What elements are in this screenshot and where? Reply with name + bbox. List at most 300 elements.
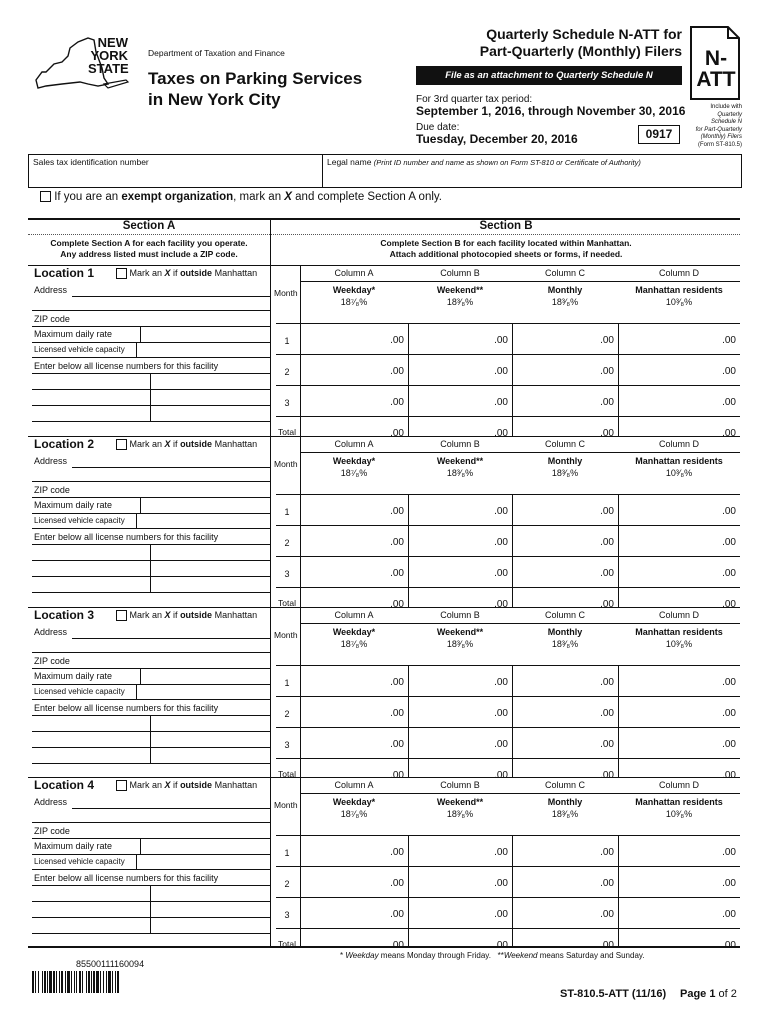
mark-mid: if [170,439,181,449]
amount-field[interactable]: .00 [494,428,508,439]
month-label: Month [274,800,298,810]
amount-field[interactable]: .00 [600,397,614,408]
amount-field[interactable]: .00 [494,366,508,377]
column-rate-percent: 18³⁄₈% [446,639,474,649]
license-label: Enter below all license numbers for this facility [34,361,219,371]
barcode-bar [108,971,111,993]
amount-field[interactable]: .00 [722,599,736,610]
license-grid-divider [150,885,151,933]
month-row-rule [276,696,740,697]
location-label: Location 4 [34,778,95,792]
column-rate-percent: 18⁷⁄₈% [340,809,368,819]
footnote-weekend-text: means Saturday and Sunday. [537,951,645,960]
barcode-bar [100,971,101,993]
amount-field[interactable]: .00 [390,739,404,750]
section-a-instructions [28,238,270,260]
mark-x: X [164,780,171,790]
month-number: 1 [284,678,290,688]
amount-field[interactable]: .00 [722,878,736,889]
amount-field[interactable]: .00 [600,739,614,750]
schedule-title-line2: Part-Quarterly (Monthly) Filers [479,43,682,59]
exempt-checkbox[interactable] [40,191,51,202]
max-rate-label: Maximum daily rate [34,671,113,681]
badge-line2: ATT [696,68,736,91]
month-row-rule [276,758,740,759]
mark-bold: outside [180,780,213,790]
note-line: Include with [710,104,742,110]
location-label: Location 1 [34,266,95,280]
column-rate-percent: 18⁷⁄₈% [340,639,368,649]
max-rate-label: Maximum daily rate [34,329,113,339]
n-att-badge [692,48,740,90]
capacity-field[interactable] [32,357,270,358]
amount-field[interactable]: .00 [390,677,404,688]
capacity-label: Licensed vehicle capacity [34,345,125,354]
zip-label: ZIP code [34,485,70,495]
barcode-bar [86,971,87,993]
amount-field[interactable]: .00 [600,428,614,439]
outside-manhattan-checkbox[interactable] [116,268,127,279]
license-grid-rule [32,560,270,561]
mark-prefix: Mark an [129,268,165,278]
barcode-number: 85500111160094 [76,959,145,969]
barcode-bar [82,971,83,993]
mark-mid: if [170,780,181,790]
exempt-mark: X [284,191,292,203]
attachment-banner: File as an attachment to Quarterly Schedule N [416,66,682,85]
schedule-title [420,26,682,60]
address-label: Address [34,627,68,637]
amount-field[interactable]: .00 [390,428,404,439]
capacity-field[interactable] [32,869,270,870]
location-top-rule [28,265,740,266]
section-title-rule [28,234,740,235]
barcode-bar [76,971,77,993]
month-row-rule [276,665,740,666]
location-block [28,777,740,951]
amount-field[interactable]: .00 [390,537,404,548]
column-header: Column A [334,780,374,790]
max-rate-divider [140,668,141,684]
logo-line-state: STATE [88,61,129,76]
amount-field[interactable]: .00 [722,909,736,920]
column-header: Column B [440,439,480,449]
legal-name-note: (Print ID number and name as shown on Form ST-810 or Certificate of Authority) [373,158,641,167]
address-label: Address [34,797,68,807]
table-bottom-rule [28,946,740,948]
location-label: Location 3 [34,608,95,622]
amount-field[interactable]: .00 [390,568,404,579]
outside-manhattan-checkbox[interactable] [116,439,127,450]
max-rate-divider [140,497,141,513]
exempt-organization-line [40,191,442,203]
license-grid-rule [32,731,270,732]
column-header: Column B [440,610,480,620]
barcode-bar [56,971,57,993]
amount-field[interactable]: .00 [390,366,404,377]
month-row-rule [276,897,740,898]
amount-field[interactable]: .00 [600,909,614,920]
max-rate-divider [140,838,141,854]
column-rate-percent: 10³⁄₈% [665,297,693,307]
month-number: 1 [284,848,290,858]
column-header-rule [300,452,740,453]
month-number: 2 [284,709,290,719]
amount-field[interactable]: .00 [390,847,404,858]
month-label: Month [274,459,298,469]
mark-bold: outside [180,610,213,620]
capacity-divider [136,513,137,528]
barcode-bar [106,971,107,993]
amount-field[interactable]: .00 [390,940,404,951]
amount-field[interactable]: .00 [722,708,736,719]
page-number [680,988,737,1000]
column-header: Column A [334,439,374,449]
month-row-rule [276,835,740,836]
amount-field[interactable]: .00 [390,909,404,920]
license-grid-divider [150,544,151,592]
address-line-2[interactable] [32,481,270,482]
column-header-rule [300,793,740,794]
zip-label: ZIP code [34,826,70,836]
amount-field[interactable]: .00 [390,506,404,517]
amount-field[interactable]: .00 [722,568,736,579]
barcode-bar [35,971,36,993]
month-label: Month [274,630,298,640]
zip-field[interactable] [32,497,270,498]
total-label: Total [278,598,296,608]
amount-field[interactable]: .00 [600,847,614,858]
capacity-divider [136,684,137,699]
column-rate-label: Weekend** [436,285,484,295]
amount-field[interactable]: .00 [494,506,508,517]
column-rate-percent: 18³⁄₈% [446,297,474,307]
note-line: for Part-Quarterly [695,126,742,133]
column-rate-percent: 10³⁄₈% [665,468,693,478]
month-row-rule [276,416,740,417]
due-date: Tuesday, December 20, 2016 [416,132,578,146]
address-line[interactable] [72,808,270,809]
column-header: Column B [440,268,480,278]
address-line[interactable] [72,467,270,468]
amount-field[interactable]: .00 [390,599,404,610]
section-b-instr-2: Attach additional photocopied sheets or forms, if needed. [389,249,623,259]
form-title-line1: Taxes on Parking Services [148,69,363,88]
column-rate-label: Monthly [547,627,583,637]
amount-field[interactable]: .00 [494,847,508,858]
month-number: 3 [284,398,290,408]
zip-field[interactable] [32,326,270,327]
page-num: 1 [709,988,716,1000]
capacity-label: Licensed vehicle capacity [34,516,125,525]
amount-field[interactable]: .00 [494,770,508,781]
mark-mid: if [170,610,181,620]
column-rate-label: Weekend** [436,797,484,807]
amount-field[interactable]: .00 [494,708,508,719]
amount-field[interactable]: .00 [722,506,736,517]
column-rate-label: Monthly [547,797,583,807]
amount-field[interactable]: .00 [722,940,736,951]
sales-tax-id-field[interactable]: Sales tax identification number [33,157,149,167]
month-row-rule [276,727,740,728]
column-rate-percent: 18³⁄₈% [446,809,474,819]
month-number: 3 [284,910,290,920]
legal-name-field[interactable] [327,157,641,167]
logo-line-york: YORK [90,48,128,63]
month-number: 2 [284,879,290,889]
tax-period: September 1, 2016, through November 30, 2016 [416,104,686,118]
exempt-bold: exempt organization [121,191,234,203]
amount-field[interactable]: .00 [722,847,736,858]
location-top-rule [28,436,740,437]
column-rate-percent: 10³⁄₈% [665,639,693,649]
amount-field[interactable]: .00 [494,335,508,346]
page-mid: of [715,988,731,1000]
amount-field[interactable]: .00 [390,878,404,889]
exempt-suffix: and complete Section A only. [291,191,442,203]
amount-field[interactable]: .00 [600,677,614,688]
column-rate-percent: 18⁷⁄₈% [340,468,368,478]
month-row-rule [276,587,740,588]
license-grid-rule [32,421,270,422]
barcode-bar [47,971,48,993]
footnote-weekday-text: means Monday through Friday. [378,951,491,960]
amount-field[interactable]: .00 [494,940,508,951]
column-header: Column C [544,268,585,278]
mark-suffix: Manhattan [212,439,258,449]
license-label: Enter below all license numbers for this facility [34,532,219,542]
amount-field[interactable]: .00 [722,677,736,688]
mark-suffix: Manhattan [212,610,258,620]
address-line[interactable] [72,296,270,297]
outside-manhattan-checkbox[interactable] [116,610,127,621]
amount-field[interactable]: .00 [390,335,404,346]
barcode-bar [117,971,119,993]
column-header: Column C [544,780,585,790]
amount-field[interactable]: .00 [600,537,614,548]
address-label: Address [34,456,68,466]
amount-field[interactable]: .00 [390,397,404,408]
capacity-field[interactable] [32,699,270,700]
column-rate-label: Manhattan residents [635,285,723,295]
capacity-divider [136,854,137,869]
mark-suffix: Manhattan [212,268,258,278]
include-with-note [686,104,742,149]
column-header: Column D [658,610,699,620]
footnote-star1: * [340,951,344,960]
mark-mid: if [170,268,181,278]
license-grid-rule [32,885,270,886]
barcode-bar [42,971,43,993]
column-rate-percent: 18³⁄₈% [446,468,474,478]
address-line-2[interactable] [32,652,270,653]
column-header: Column C [544,439,585,449]
total-label: Total [278,939,296,949]
barcode-bar [38,971,39,993]
barcode-bar [32,971,34,993]
note-line: Schedule N [710,119,742,125]
amount-field[interactable]: .00 [722,770,736,781]
column-rate-percent: 18³⁄₈% [551,468,579,478]
form-title [148,68,362,110]
note-line: Quarterly [717,111,742,118]
amount-field[interactable]: .00 [494,878,508,889]
period-label: For 3rd quarter tax period: [416,94,533,105]
license-grid-rule [32,933,270,934]
address-line[interactable] [72,638,270,639]
amount-field[interactable]: .00 [494,568,508,579]
column-rate-label: Weekday* [332,797,376,807]
amount-field[interactable]: .00 [722,335,736,346]
footnote [340,951,645,960]
form-code-box: 0917 [638,125,680,144]
zip-field[interactable] [32,838,270,839]
month-row-rule [276,354,740,355]
month-number: 2 [284,367,290,377]
mark-x: X [164,610,171,620]
column-header-rule [300,623,740,624]
month-number: 3 [284,740,290,750]
address-line-2[interactable] [32,310,270,311]
zip-label: ZIP code [34,656,70,666]
amount-field[interactable]: .00 [494,909,508,920]
amount-field[interactable]: .00 [390,770,404,781]
barcode-bar [44,971,46,993]
barcode-bar [74,971,75,993]
max-rate-field[interactable] [32,513,270,514]
column-rate-label: Weekday* [332,627,376,637]
amount-field[interactable]: .00 [494,677,508,688]
column-rate-label: Weekday* [332,285,376,295]
barcode-bar [96,971,99,993]
column-rate-label: Manhattan residents [635,627,723,637]
form-title-line2: in New York City [148,90,281,109]
location-block [28,607,740,781]
barcode-bar [115,971,116,993]
license-grid-rule [32,389,270,390]
barcode-bar [112,971,113,993]
page-prefix: Page [680,988,710,1000]
amount-field[interactable]: .00 [494,537,508,548]
max-rate-label: Maximum daily rate [34,500,113,510]
amount-field[interactable]: .00 [722,739,736,750]
column-header: Column D [658,268,699,278]
month-number: 3 [284,569,290,579]
column-header: Column D [658,780,699,790]
amount-field[interactable]: .00 [722,428,736,439]
note-line: (Form ST-810.5) [697,141,742,148]
barcode-bar [59,971,60,993]
license-grid-rule [32,544,270,545]
amount-field[interactable]: .00 [600,878,614,889]
capacity-field[interactable] [32,528,270,529]
amount-field[interactable]: .00 [494,599,508,610]
barcode-bar [91,971,92,993]
amount-field[interactable]: .00 [600,940,614,951]
month-number: 1 [284,507,290,517]
outside-manhattan-mark [116,439,257,450]
amount-field[interactable]: .00 [600,335,614,346]
section-b-instr-1: Complete Section B for each facility located within Manhattan. [380,238,632,248]
amount-field[interactable]: .00 [600,708,614,719]
zip-field[interactable] [32,668,270,669]
outside-manhattan-mark [116,780,257,791]
license-grid-rule [32,917,270,918]
license-grid-rule [32,747,270,748]
column-header: Column A [334,268,374,278]
capacity-label: Licensed vehicle capacity [34,687,125,696]
column-header: Column D [658,439,699,449]
section-a-instr-2: Any address listed must include a ZIP code. [60,249,238,259]
license-grid-rule [32,405,270,406]
month-number: 1 [284,336,290,346]
barcode-bar [61,971,63,993]
license-grid-rule [32,373,270,374]
amount-field[interactable]: .00 [722,537,736,548]
license-label: Enter below all license numbers for this facility [34,873,219,883]
amount-field[interactable]: .00 [600,366,614,377]
footnote-weekend: Weekend [503,951,538,960]
section-a-title: Section A [122,220,176,232]
column-rate-percent: 18³⁄₈% [551,297,579,307]
amount-field[interactable]: .00 [600,770,614,781]
department-name: Department of Taxation and Finance [148,48,285,58]
schedule-title-line1: Quarterly Schedule N-ATT for [486,26,682,42]
page-total: 2 [730,988,737,1000]
mark-prefix: Mark an [129,439,165,449]
license-grid-rule [32,576,270,577]
amount-field[interactable]: .00 [494,397,508,408]
amount-field[interactable]: .00 [390,708,404,719]
amount-field[interactable]: .00 [600,599,614,610]
barcode [32,971,197,993]
amount-field[interactable]: .00 [600,506,614,517]
month-row-rule [276,928,740,929]
location-label: Location 2 [34,437,95,451]
address-line-2[interactable] [32,822,270,823]
amount-field[interactable]: .00 [722,397,736,408]
outside-manhattan-checkbox[interactable] [116,780,127,791]
license-grid-rule [32,763,270,764]
due-date-label: Due date: [416,122,460,133]
column-rate-label: Monthly [547,285,583,295]
month-label: Month [274,288,298,298]
location-block [28,265,740,439]
column-header: Column A [334,610,374,620]
amount-field[interactable]: .00 [722,366,736,377]
max-rate-field[interactable] [32,342,270,343]
column-rate-label: Weekend** [436,456,484,466]
mark-prefix: Mark an [129,780,165,790]
note-line: (Monthly) Filers [700,134,742,140]
id-row-divider [322,155,323,187]
mark-x: X [164,268,171,278]
license-grid-divider [150,715,151,763]
logo-line-new: NEW [97,35,128,50]
max-rate-field[interactable] [32,854,270,855]
outside-manhattan-mark [116,268,257,279]
amount-field[interactable]: .00 [494,739,508,750]
footnote-star2: ** [497,951,504,960]
mark-bold: outside [180,268,213,278]
address-label: Address [34,285,68,295]
column-rate-label: Monthly [547,456,583,466]
max-rate-field[interactable] [32,684,270,685]
license-grid-divider [150,373,151,421]
section-b-title: Section B [479,220,533,232]
mark-prefix: Mark an [129,610,165,620]
amount-field[interactable]: .00 [600,568,614,579]
